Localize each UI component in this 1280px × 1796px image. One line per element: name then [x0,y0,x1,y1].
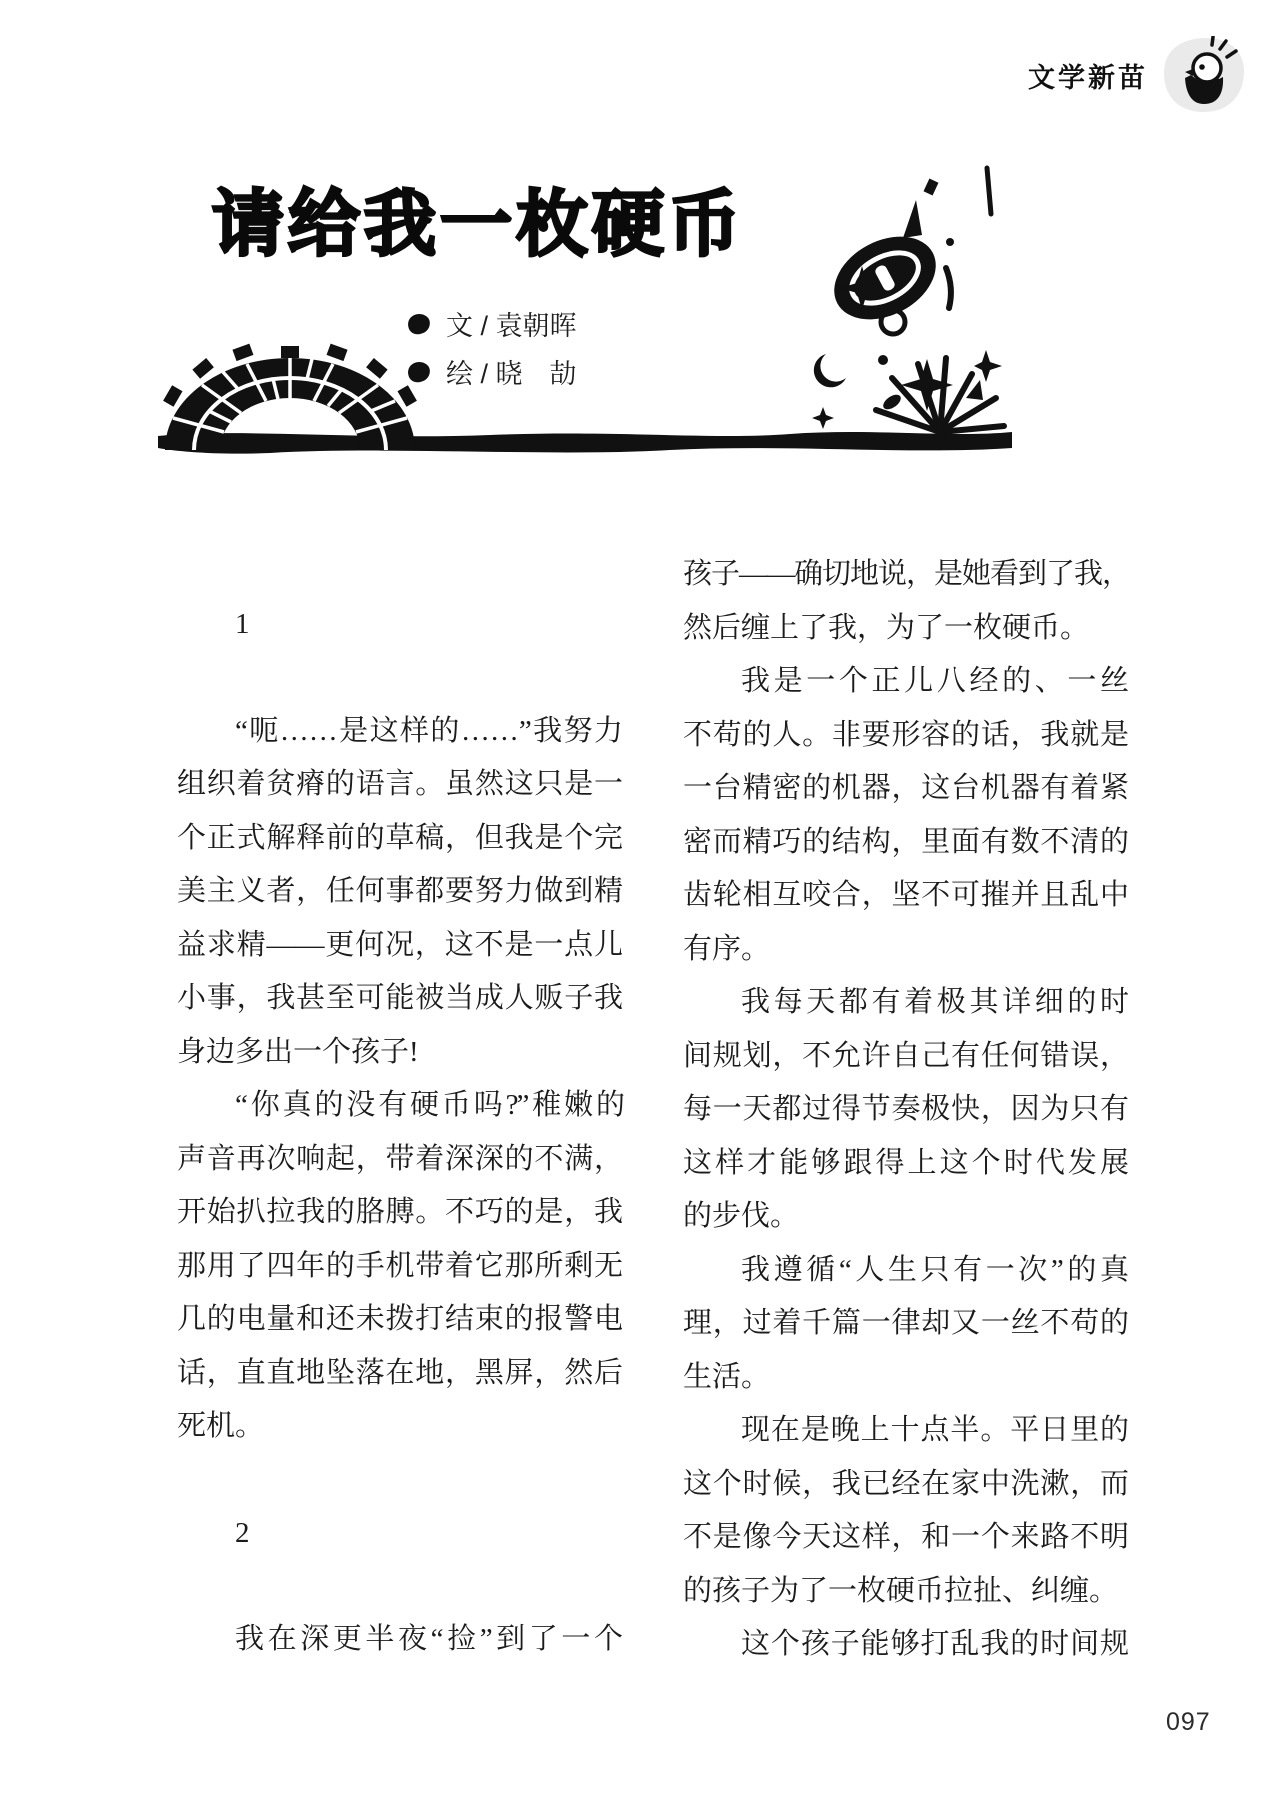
story-line: 齿轮相互咬合，坚不可摧并且乱中 [683,879,1129,911]
story-line: 孩子——确切地说，是她看到了我， [683,558,1129,590]
chick-hatching-icon [1162,36,1246,114]
story-line: “你真的没有硬币吗?”稚嫩的 [235,1089,623,1121]
story-line: 话，直直地坠落在地，黑屏，然后 [177,1356,623,1389]
story-line: 理，过着千篇一律却又一丝不苟的 [683,1307,1129,1339]
page-number: 097 [1166,1708,1211,1736]
sparkles [812,168,1002,429]
illustrator-credit [408,352,577,391]
story-line: 小事，我甚至可能被当成人贩子我 [177,982,623,1014]
ground-line [158,432,1012,454]
ink-blob-icon [406,311,432,335]
story-line: 这个孩子能够打乱我的时间规 [741,1628,1129,1660]
story-line: 这个时候，我已经在家中洗漱，而 [683,1467,1129,1500]
story-line: 密而精巧的结构，里面有数不清的 [683,825,1129,858]
story-line: 美主义者，任何事都要努力做到精 [177,875,623,907]
story-line: 每一天都过得节奏极快，因为只有 [683,1093,1129,1125]
story-line: 我每天都有着极其详细的时 [741,986,1129,1018]
story-line: 生活。 [683,1360,771,1393]
story-line: 我遵循“人生只有一次”的真 [741,1253,1129,1286]
story-line: 组织着贫瘠的语言。虽然这只是一 [177,768,623,800]
arch-bridge [163,344,417,450]
story-line: 开始扒拉我的胳膊。不巧的是，我 [177,1196,623,1228]
flying-coin [820,220,950,336]
section-label: 文学新苗 [1028,62,1148,93]
story-line: 现在是晚上十点半。平日里的 [741,1414,1129,1446]
page-header [1028,36,1246,114]
author-credit-label: 文 / 袁朝晖 [446,311,577,341]
story-line: 益求精——更何况，这不是一点儿 [177,928,623,961]
credits [408,304,577,391]
story-line: 不是像今天这样，和一个来路不明 [683,1521,1129,1553]
story-line: 间规划，不允许自己有任何错误， [683,1039,1129,1072]
story-line: 不苟的人。非要形容的话，我就是 [683,718,1129,751]
ink-blob-icon [406,359,432,383]
illustrator-credit-label: 绘 / 晓 劼 [446,359,577,389]
story-line: 我是一个正儿八经的、一丝 [741,665,1129,697]
story-line: 一台精密的机器，这台机器有着紧 [683,772,1129,804]
story-line: 的孩子为了一枚硬币拉扯、纠缠。 [683,1574,1119,1607]
story-line: “呃……是这样的……”我努力 [235,714,623,747]
crescent-moon [814,354,846,387]
story-column-left [177,548,623,1667]
author-credit [408,304,577,343]
story-line: 有序。 [683,932,771,965]
story-line: 几的电量和还未拨打结束的报警电 [177,1303,623,1335]
story-line: 声音再次响起，带着深深的不满， [177,1142,623,1175]
story-column-right [683,548,1129,1672]
story-title: 请给我一枚硬币 [212,182,745,266]
story-line: 这样才能够跟得上这个时代发展 [683,1146,1129,1179]
story-line: 然后缠上了我，为了一枚硬币。 [683,611,1090,644]
story-line: 我在深更半夜“捡”到了一个 [235,1623,623,1655]
spark-burst [876,358,1004,432]
section-number-1: 1 [235,608,250,640]
story-line: 身边多出一个孩子! [177,1035,419,1068]
story-line: 那用了四年的手机带着它那所剩无 [177,1249,623,1282]
story-line: 死机。 [177,1410,265,1442]
section-number-2: 2 [235,1516,250,1549]
story-line: 个正式解释前的草稿，但我是个完 [177,821,623,854]
story-line: 的步伐。 [683,1200,800,1232]
